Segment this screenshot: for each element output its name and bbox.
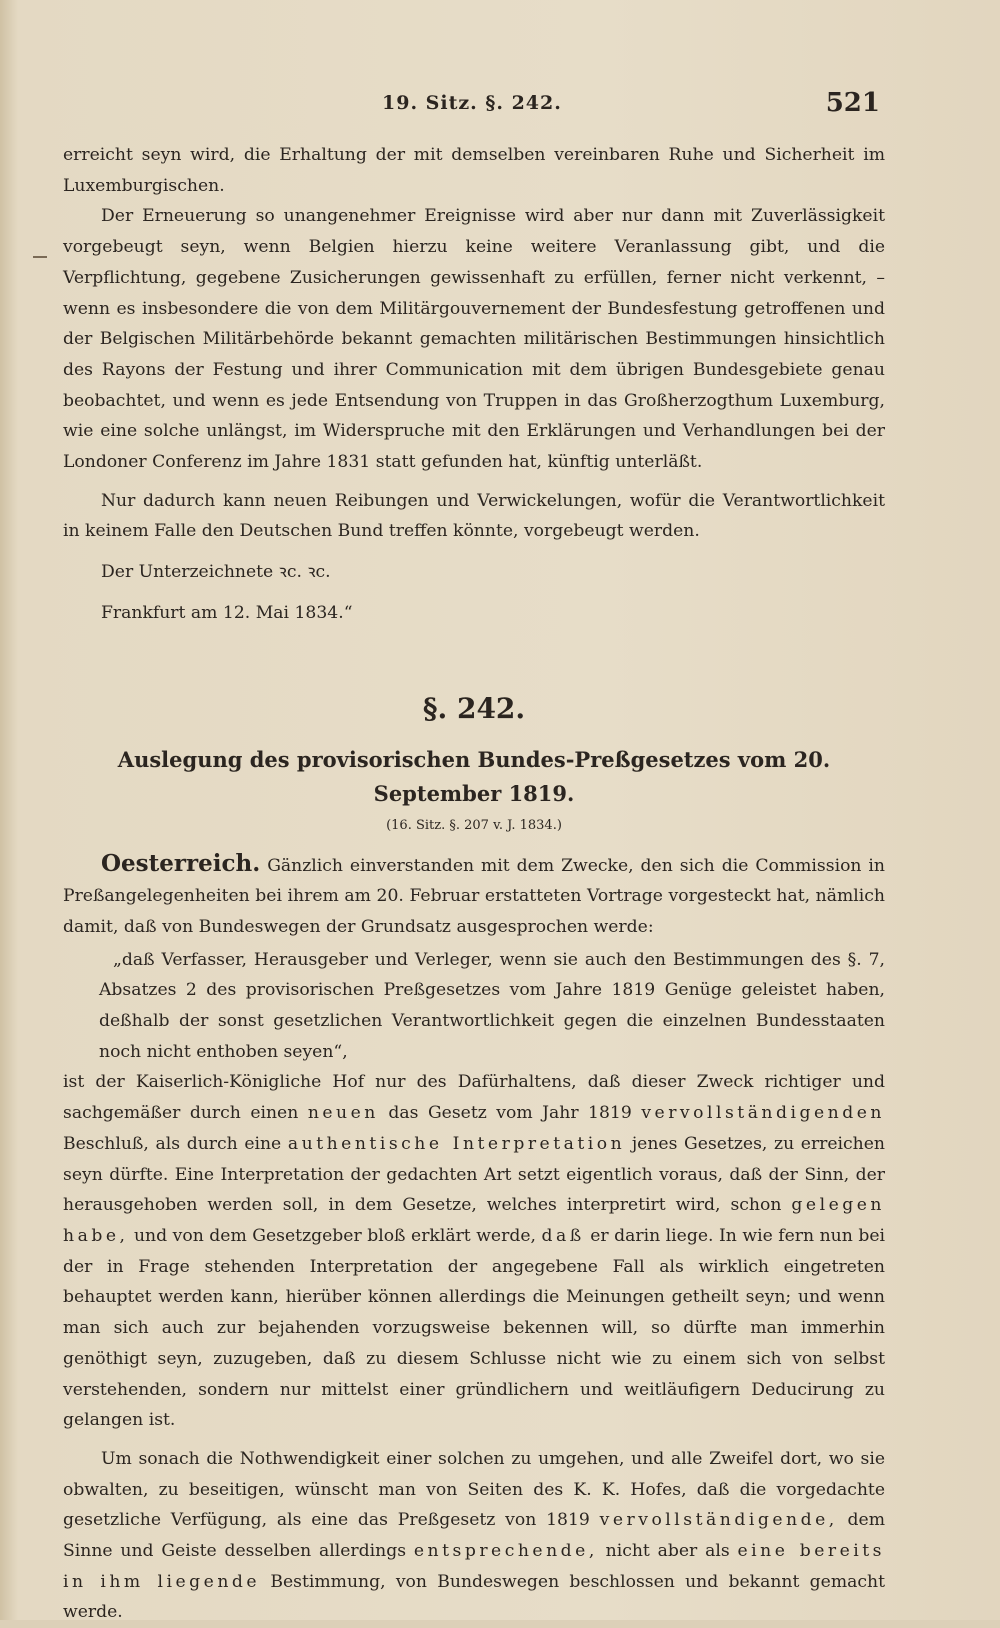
spaced-emphasis: vervollständigenden [641,1103,885,1124]
section-reference: (16. Sitz. §. 207 v. J. 1834.) [386,817,562,833]
spaced-emphasis: daß [541,1225,585,1246]
text-run: und von dem Gesetzgeber bloß erklärt werde, [133,1225,536,1246]
quoted-principle: „daß Verfasser, Herausgeber und Verleger, wenn sie auch den Bestimmungen des §. 7, Absatzes 2 des provisorischen Preßgesetzes vom Jahre 1819 Genüge geleistet haben, deßhalb der sonst gesetzlichen Verantwortlichkeit gegen die einzelnen Bundesstaaten noch nicht enthoben seyen“, [99,949,885,1062]
text-run: dem Sinne und Geiste desselben allerdings [63,1510,886,1562]
running-head: 19. Sitz. §. 242. [382,92,562,114]
place-date-line: Frankfurt am 12. Mai 1834.“ [101,602,353,623]
spaced-emphasis: eine bereits in ihm liegende [63,1541,885,1592]
paragraph-proposal [63,1444,885,1628]
text-run: jenes Gesetzes, zu erreichen seyn dürfte. Eine Interpretation der gedachten Art setzt eigentlich voraus, daß der Sinn, der herausgehoben werden soll, in dem Gesetze, welches interpretirt wird, schon [63,1133,885,1216]
text-run: nicht aber als [605,1541,730,1562]
paragraph-conclusion: Nur dadurch kann neuen Reibungen und Verwickelungen, wofür die Verantwortlichkeit in keinem Falle den Deutschen Bund treffen könnte, vorgebeugt werden. [63,490,885,542]
text-run: er darin liege. In wie fern nun bei der in Frage stehenden Interpretation der angegebene Fall als wirklich eingetreten behauptet werden kann, hierüber können allerdings die Meinungen getheilt seyn; und wenn man sich auch zur bejahenden vorzugsweise bekennen will, so dürfte man immerhin genöthigt seyn, zuzugeben, daß zu diesem Schlusse nicht wie zu einem sich von selbst verstehenden, sondern nur mittelst einer gründlichern und weitläufigern Deducirung zu gelangen ist. [63,1225,885,1431]
spaced-emphasis: entsprechende, [413,1541,598,1562]
text-run: Bestimmung, von Bundeswegen beschlossen und bekannt gemacht werde. [63,1571,885,1623]
lead-text: Gänzlich einverstanden mit dem Zwecke, den sich die Commission in Preßangelegenheiten bei ihrem am 20. Februar erstatteten Vortrage vorgesteckt hat, nämlich damit, daß von Bundeswegen der Grundsatz ausgesprochen werde: [63,855,886,937]
state-name: Oesterreich. [101,849,261,877]
page-body [63,140,885,1628]
section-title: Auslegung des provisorischen Bundes-Preßgesetzes vom 20. September 1819. [117,746,831,806]
paragraph-renewal: Der Erneuerung so unangenehmer Ereignisse wird aber nur dann mit Zuverlässigkeit vorgebeugt seyn, wenn Belgien hierzu keine weitere Veranlassung gibt, und die Verpflichtung, gegebene Zusicherungen gewissenhaft zu erfüllen, ferner nicht verkennt, – wenn es insbesondere die von dem Militärgouvernement der Bundesfestung getroffenen und der Belgischen Militärbehörde bekannt gemachten militärischen Bestimmungen hinsichtlich des Rayons der Festung und ihrer Communication mit dem übrigen Bundesgebiete genau beobachtet, und wenn es jede Entsendung von Truppen in das Großherzogthum Luxemburg, wie eine solche unlängst, im Widerspruche mit den Erklärungen und Verhandlungen bei der Londoner Conferenz im Jahre 1831 statt gefunden hat, künftig unterläßt. [63,206,885,473]
page-header [0,88,1000,128]
spaced-emphasis: gelegen habe, [63,1195,885,1246]
page-number: 521 [825,88,880,118]
spaced-emphasis: neuen [307,1103,379,1124]
text-run: Um sonach die Nothwendigkeit einer solchen zu umgehen, und alle Zweifel dort, wo sie obwalten, zu beseitigen, wünscht man von Seiten des K. K. Hofes, daß die vorgedachte gesetzliche Verfügung, als eine das Preßgesetz von 1819 [63,1448,885,1531]
text-run: Beschluß, als durch eine [63,1133,282,1154]
paragraph-court-opinion [63,1067,885,1435]
text-run: ist der Kaiserlich-Königliche Hof nur des Dafürhaltens, daß dieser Zweck richtiger und sachgemäßer durch einen [63,1072,885,1124]
spaced-emphasis: vervollständigende, [599,1510,838,1531]
margin-pencil-mark [33,256,47,258]
text-run: das Gesetz vom Jahr 1819 [388,1103,632,1124]
section-number: §. 242. [422,691,526,725]
paragraph-continuation: erreicht seyn wird, die Erhaltung der mit demselben vereinbaren Ruhe und Sicherheit im Luxemburgischen. [63,145,885,196]
signature-line: Der Unterzeichnete ꝛc. ꝛc. [101,562,331,583]
paragraph-austria-lead [63,849,885,943]
spaced-emphasis: authentische Interpretation [287,1133,626,1154]
